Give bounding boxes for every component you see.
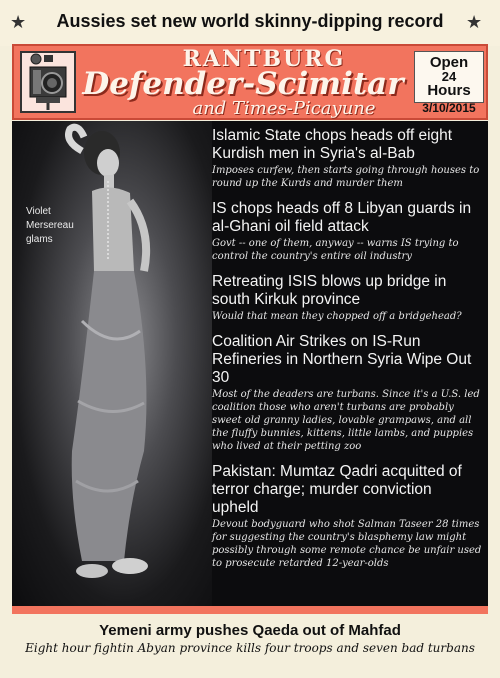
story-item [212,200,482,263]
main-panel [12,121,488,606]
story-item [212,127,482,190]
masthead [12,44,488,120]
story-headline-link[interactable]: Pakistan: Mumtaz Qadri acquitted of terror charge; murder conviction upheld [212,463,462,516]
top-headline-link[interactable]: Aussies set new world skinny-dipping record [56,11,444,31]
story-headline-link[interactable]: IS chops heads off 8 Libyan guards in al-Ghani oil field attack [212,200,472,235]
divider-bar [12,606,488,614]
camera-icon [20,51,76,113]
masthead-title-top: RANTBURG [182,46,346,72]
featured-photo[interactable] [12,121,212,606]
story-item [212,273,482,323]
story-headline-link[interactable]: Islamic State chops heads off eight Kurdish men in Syria's al-Bab [212,127,453,162]
star-icon: ★ [10,12,27,33]
story-item [212,333,482,453]
photo-caption: Violet Mersereau glams [26,206,74,245]
masthead-title: Defender-Scimitar [82,66,404,102]
story-item [212,463,482,570]
story-subhead: Most of the deaders are turbans. Since it's a U.S. led coalition those who aren't turbans are probably sweet old granny ladies, lovable grampaws, and all the fluffy bunnies, kittens, little lambs, and puppies who lived at their petting zoo [212,389,480,452]
masthead-title-bottom: and Times-Picayune [192,98,376,119]
story-subhead: Would that mean they chopped off a bridgehead? [212,311,462,322]
hours-label: Hours [427,82,471,99]
open-label: Open [429,54,469,71]
hours-number: 24 [441,69,457,84]
story-subhead: Imposes curfew, then starts going through houses to round up the Kurds and murder them [212,165,480,189]
story-list [212,127,482,580]
issue-date: 3/10/2015 [422,101,476,115]
dancer-figure-image [12,121,212,606]
story-headline-link[interactable]: Retreating ISIS blows up bridge in south Kirkuk province [212,273,447,308]
star-icon: ★ [466,12,483,33]
top-banner [0,0,500,46]
story-subhead: Devout bodyguard who shot Salman Taseer 28 times for suggesting the country's blasphemy law might possibly through some remote chance be unfair used to prosecute retarded 12-year-olds [212,519,482,569]
story-headline-link[interactable]: Coalition Air Strikes on IS-Run Refineries in Northern Syria Wipe Out 30 [212,333,472,386]
bottom-subhead: Eight hour fightin Abyan province kills four troops and seven bad turbans [25,641,475,655]
open-24-hours-badge [414,51,484,103]
story-subhead: Govt -- one of them, anyway -- warns IS trying to control the country's entire oil industry [212,238,459,262]
bottom-headline-link[interactable]: Yemeni army pushes Qaeda out of Mahfad [99,622,401,639]
